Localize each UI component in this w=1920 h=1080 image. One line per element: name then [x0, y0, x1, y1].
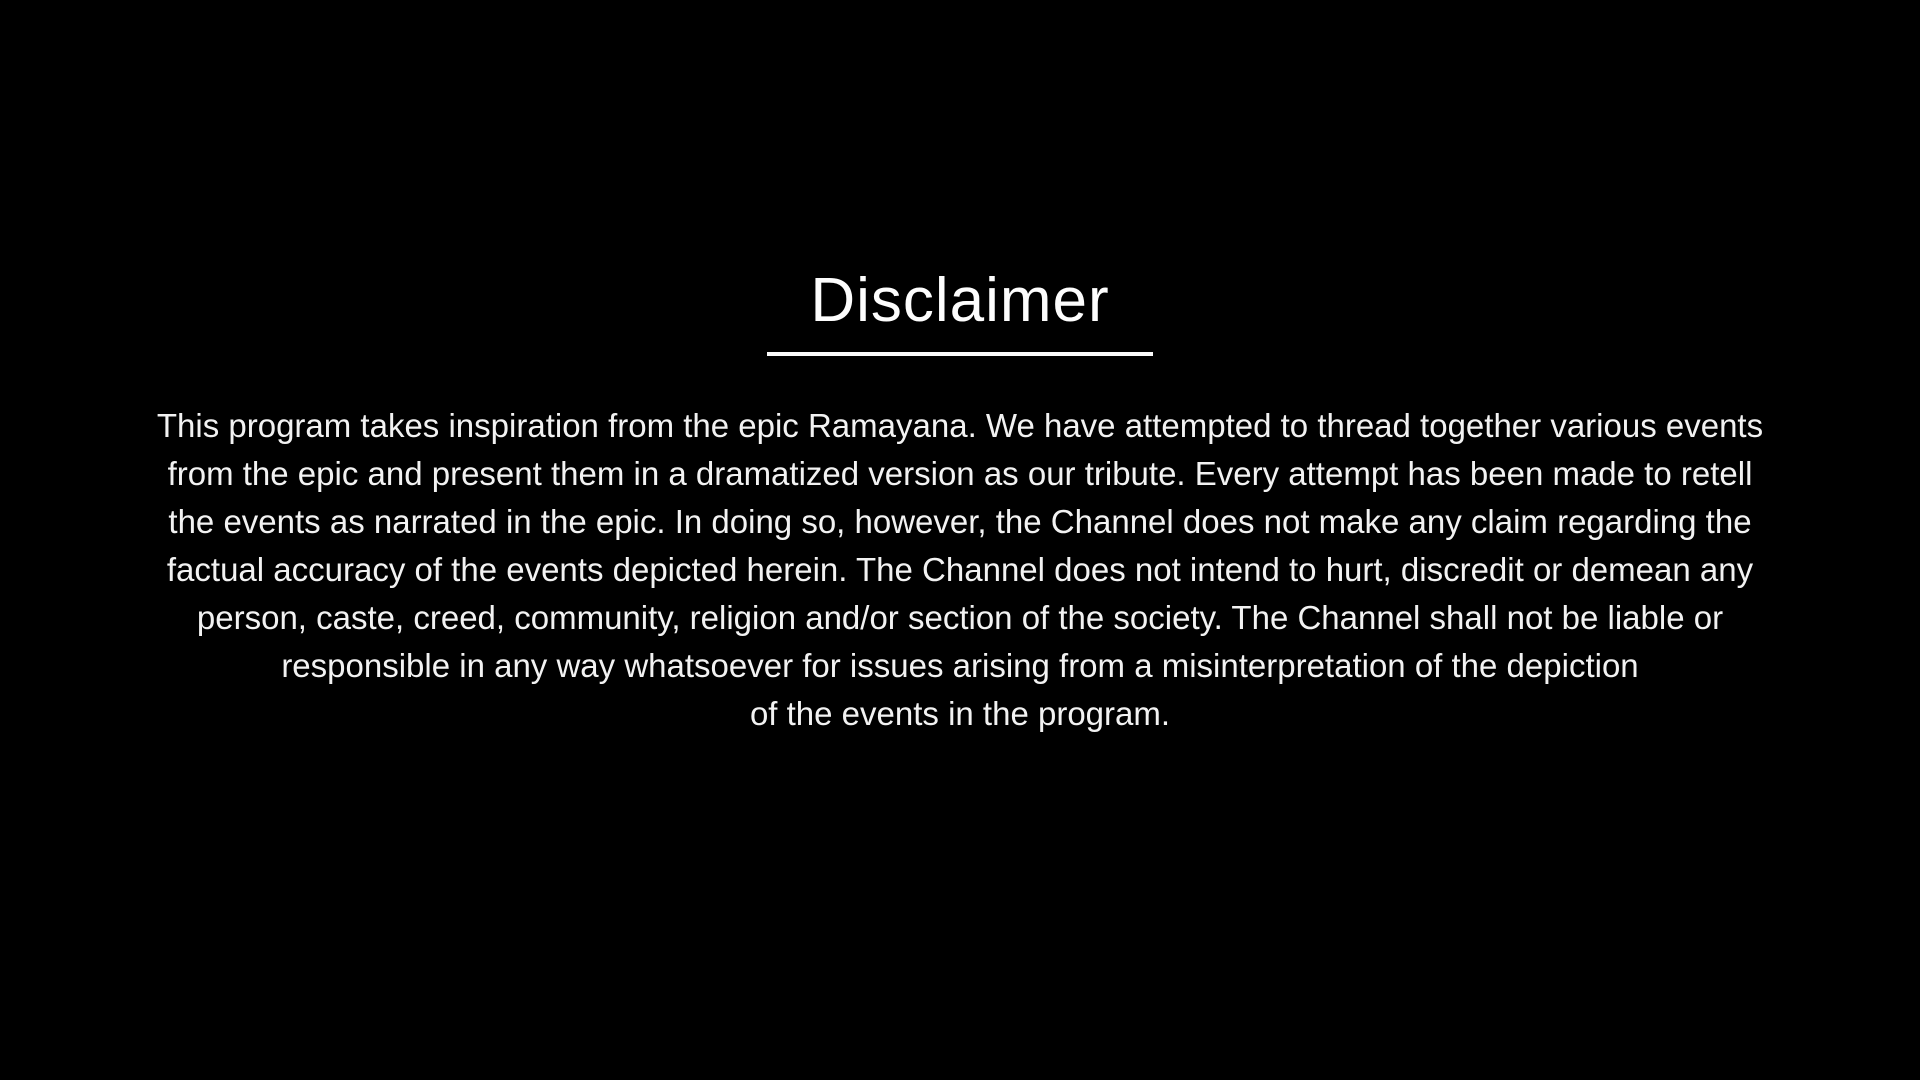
disclaimer-line-4: factual accuracy of the events depicted herein. The Channel does not intend to hurt, discredit or demean any: [166, 551, 1754, 588]
disclaimer-line-3: the events as narrated in the epic. In doing so, however, the Channel does not make any claim regarding the: [168, 503, 1752, 540]
disclaimer-line-5: person, caste, creed, community, religion and/or section of the society. The Channel shall not be liable or: [196, 599, 1724, 636]
disclaimer-line-1: This program takes inspiration from the epic Ramayana. We have attempted to thread together various events: [156, 407, 1764, 444]
disclaimer-body: [157, 402, 1763, 738]
disclaimer-title: Disclaimer: [810, 266, 1110, 335]
title-underline-rule: [767, 352, 1153, 356]
disclaimer-line-7: of the events in the program.: [749, 695, 1171, 732]
disclaimer-line-6: responsible in any way whatsoever for issues arising from a misinterpretation of the depiction: [281, 647, 1639, 684]
disclaimer-line-2: from the epic and present them in a dramatized version as our tribute. Every attempt has been made to retell: [167, 455, 1753, 492]
